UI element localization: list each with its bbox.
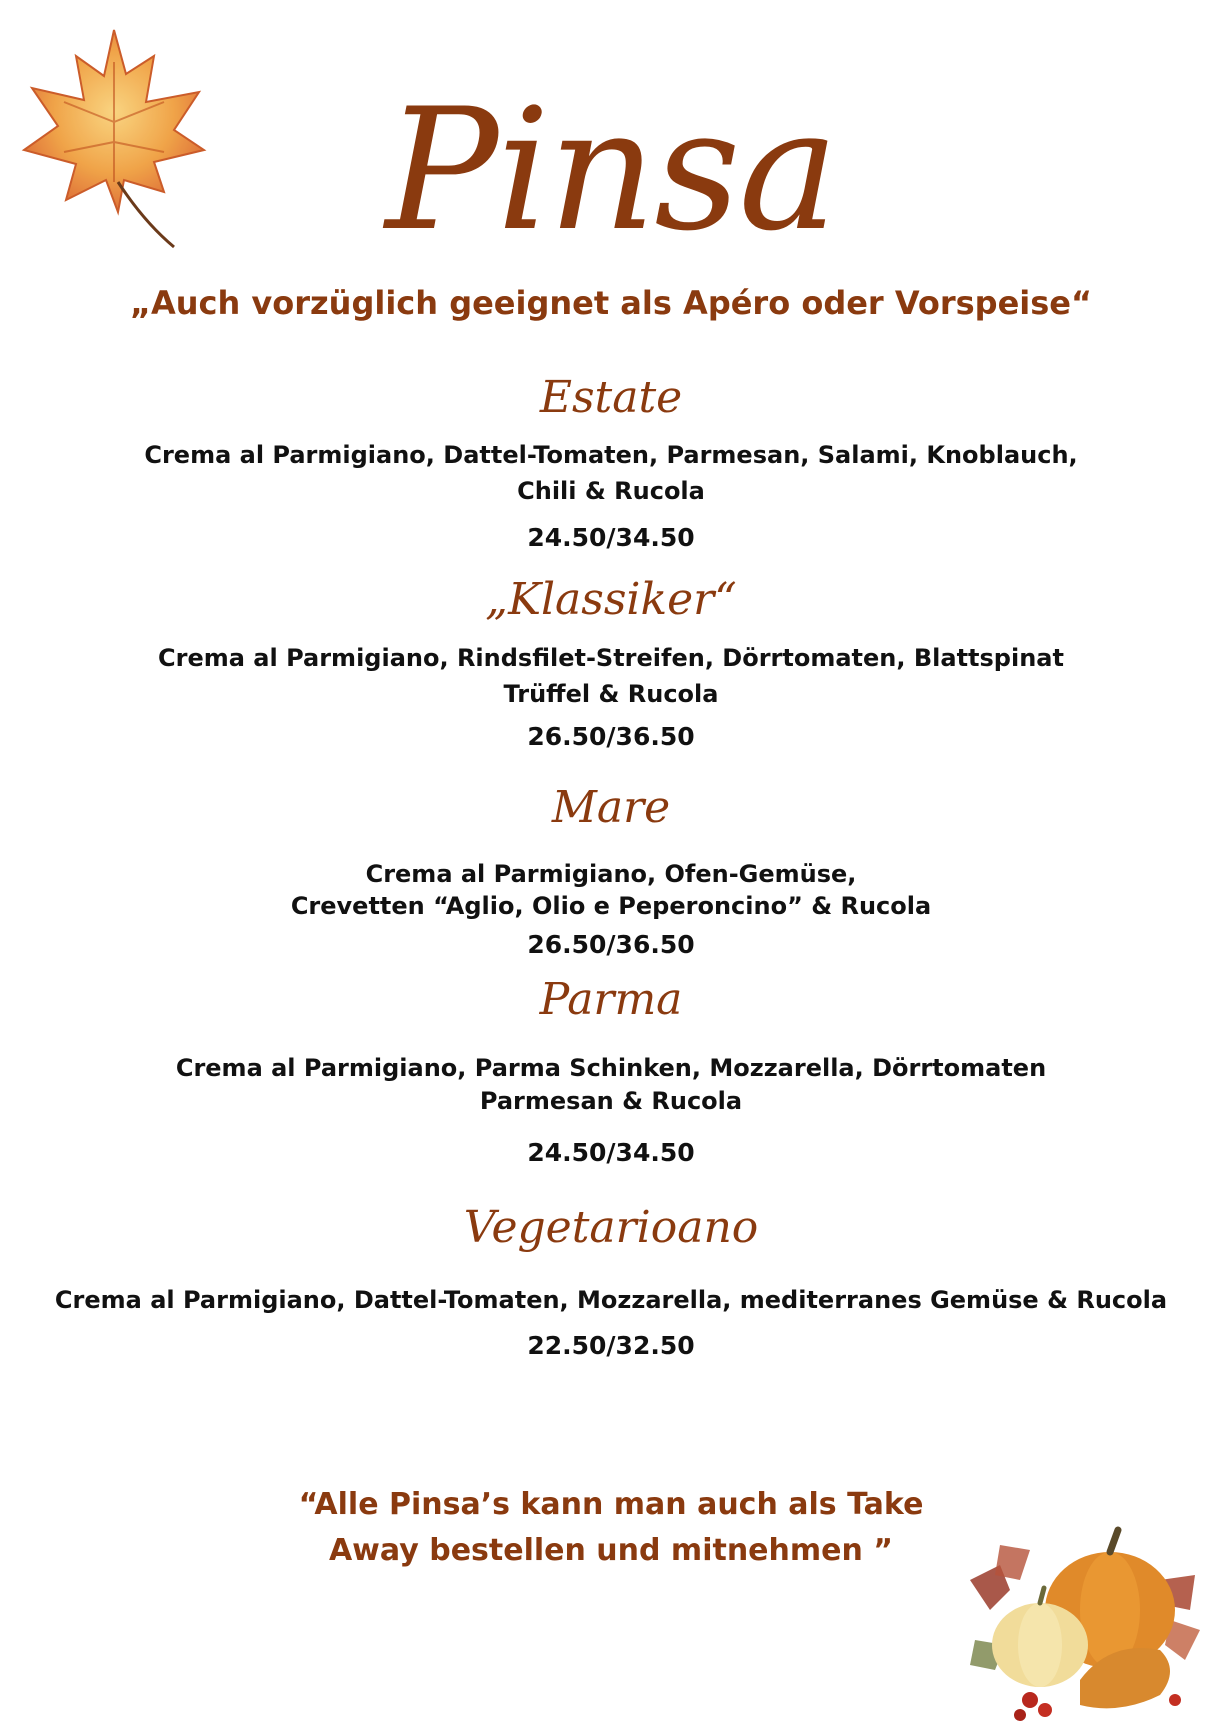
menu-item-description: Crevetten “Aglio, Olio e Peperoncino” & Rucola (290, 892, 932, 920)
menu-item-price: 26.50/36.50 (527, 722, 695, 751)
menu-item-description: Chili & Rucola (517, 477, 705, 505)
menu-item-name: Estate (539, 372, 683, 423)
menu-item-description: Crema al Parmigiano, Parma Schinken, Mozzarella, Dörrtomaten (175, 1054, 1047, 1082)
page-subtitle: „Auch vorzüglich geeignet als Apéro oder Vorspeise“ (129, 284, 1093, 322)
take-away-note (0, 1482, 1222, 1574)
menu-item-price: 24.50/34.50 (527, 1138, 695, 1167)
menu-item-price: 26.50/36.50 (527, 930, 695, 959)
menu-item-name: Vegetarioano (463, 1202, 759, 1253)
menu-item-price: 22.50/32.50 (527, 1331, 695, 1360)
menu-item-name: Mare (551, 782, 671, 833)
menu-item-description: Trüffel & Rucola (503, 680, 719, 708)
menu-item-description: Crema al Parmigiano, Rindsfilet-Streifen, Dörrtomaten, Blattspinat (158, 644, 1064, 672)
menu-item-name: Parma (539, 974, 683, 1025)
menu-item-description: Crema al Parmigiano, Dattel-Tomaten, Mozzarella, mediterranes Gemüse & Rucola (54, 1286, 1168, 1314)
menu-item-name: „Klassiker“ (485, 574, 737, 625)
take-away-note-line2: Away bestellen und mitnehmen ” (328, 1533, 894, 1568)
page-title: Pinsa (385, 72, 837, 268)
take-away-note-line1: “Alle Pinsa’s kann man auch als Take (298, 1487, 924, 1522)
menu-item-price: 24.50/34.50 (527, 523, 695, 552)
menu-item-description: Crema al Parmigiano, Ofen-Gemüse, (365, 860, 857, 888)
menu-item-description: Parmesan & Rucola (479, 1087, 743, 1115)
menu-item-description: Crema al Parmigiano, Dattel-Tomaten, Parmesan, Salami, Knoblauch, (144, 441, 1078, 469)
